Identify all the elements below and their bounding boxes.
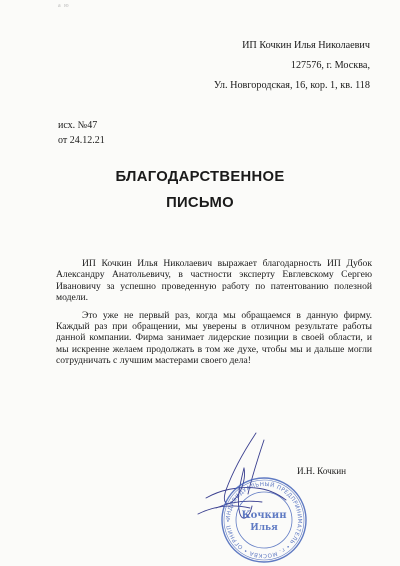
title-line-1: БЛАГОДАРСТВЕННОЕ [115, 169, 285, 185]
stamp-ring-text: ИНДИВИДУАЛЬНЫЙ ПРЕДПРИНИМАТЕЛЬ • г. МОСКВА • ОГРНИП • [225, 481, 303, 559]
sender-block [214, 36, 370, 96]
title-line-2: ПИСЬМО [166, 195, 234, 211]
stamp-center-line-2: Илья [250, 523, 278, 533]
sender-street: Ул. Новгородская, 16, кор. 1, кв. 118 [213, 80, 370, 91]
paragraph-cooperation: Это уже не первый раз, когда мы обращаемся в данную фирму. Каждый раз при обращении, мы уверены в отличном результате работы данной компании. Фирма занимает лидерские позиции в своей области, и мы искренне желаем продолжать в том же духе, чтобы мы и дальше могли сотрудничать с лучшим мастерами своего дела! [56, 309, 372, 367]
paragraph-gratitude: ИП Кочкин Илья Николаевич выражает благодарность ИП Дубок Александру Анатольевичу, в частности эксперту Евглевскому Сергею Ивановичу за успешно проведенную работу по патентованию полезной модели. [56, 258, 372, 304]
signature-name: И.Н. Кочкин [297, 466, 347, 476]
outgoing-reference [58, 118, 105, 148]
scan-mark: а ю [58, 3, 70, 9]
letter-title [0, 164, 400, 216]
sender-name: ИП Кочкин Илья Николаевич [242, 40, 370, 51]
sender-postal: 127576, г. Москва, [290, 60, 370, 71]
company-stamp [220, 476, 308, 564]
outgoing-date: от 24.12.21 [58, 135, 105, 146]
stamp-center-line-1: Кочкин [241, 510, 287, 521]
letter-body [56, 258, 372, 373]
outgoing-number: исх. №47 [58, 120, 98, 131]
